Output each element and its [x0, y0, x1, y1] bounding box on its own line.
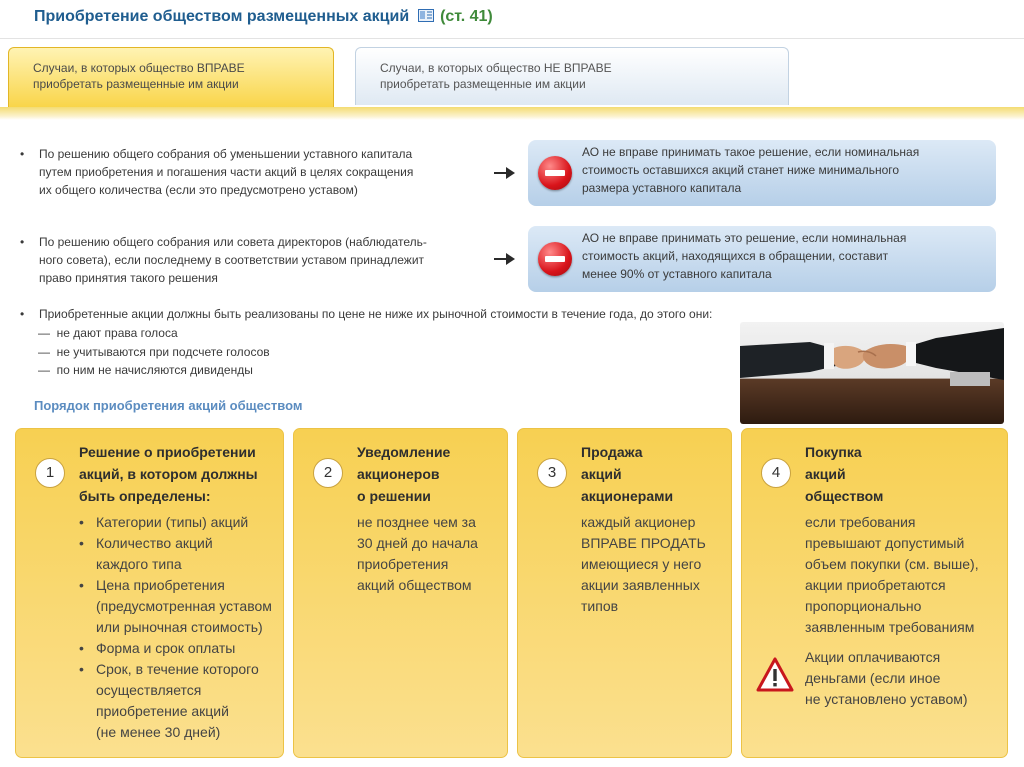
step-body-line: 30 дней до начала [357, 535, 478, 551]
step-title [805, 441, 883, 507]
dash-item-text: не дают права голоса [56, 326, 178, 340]
resale-item [20, 305, 860, 323]
step-description [581, 512, 706, 617]
dash-marker: — [38, 326, 50, 340]
step-title-line: акционерами [581, 488, 674, 504]
tab-allowed-cases[interactable] [8, 47, 334, 113]
warning-line: Акции оплачиваются [805, 649, 941, 665]
step-title [581, 441, 673, 507]
step-description [357, 512, 478, 596]
step-card-2 [293, 428, 508, 758]
page-reference: (ст. 41) [440, 8, 493, 25]
list-item-line: или рыночная стоимость) [96, 619, 263, 635]
tab-forbidden-cases[interactable] [355, 47, 789, 105]
condition-item [20, 145, 500, 199]
bullet-marker: • [79, 514, 84, 530]
step-body-line: не позднее чем за [357, 514, 476, 530]
warning-line: не установлено уставом) [805, 691, 968, 707]
step-body-line: если требования [805, 514, 916, 530]
list-item [79, 659, 272, 743]
step-body-line: акции приобретаются [805, 577, 946, 593]
step-title-line: акционеров [357, 466, 440, 482]
list-item [79, 512, 272, 533]
list-item-line: (не менее 30 дней) [96, 724, 221, 740]
arrow-line [494, 258, 506, 260]
condition-line: ного совета), если последнему в соответствии уставом принадлежит [39, 253, 425, 267]
resale-dash-item [38, 343, 270, 361]
dash-marker: — [38, 345, 50, 359]
step-body-line: имеющиеся у него [581, 556, 702, 572]
list-item-line: каждого типа [96, 556, 182, 572]
warning-line: деньгами (если иное [805, 670, 941, 686]
step-body-line: пропорционально [805, 598, 922, 614]
list-item [79, 638, 272, 659]
step-number: 1 [35, 458, 65, 488]
step-body-line: приобретения [357, 556, 449, 572]
bullet-marker: • [79, 640, 84, 656]
restriction-line: стоимость акций, находящихся в обращении, составит [582, 249, 889, 263]
step-body-line: каждый акционер [581, 514, 696, 530]
bullet-marker: • [79, 577, 84, 593]
step-title-line: акций, в котором должны [79, 466, 258, 482]
stop-icon [538, 242, 572, 276]
step-title-line: Покупка [805, 444, 862, 460]
bullet-marker: • [20, 235, 25, 249]
resale-text: Приобретенные акции должны быть реализованы по цене не ниже их рыночной стоимости в течение года, до этого они: [39, 307, 713, 321]
list-item [79, 575, 272, 638]
restriction-line: АО не вправе принимать такое решение, если номинальная [582, 145, 920, 159]
step-card-1 [15, 428, 284, 758]
dash-item-text: по ним не начисляются дивиденды [56, 363, 253, 377]
dash-item-text: не учитываются при подсчете голосов [56, 345, 270, 359]
title-divider [0, 38, 1024, 39]
list-item [79, 533, 272, 575]
condition-item [20, 233, 500, 287]
restriction-line: стоимость оставшихся акций станет ниже минимального [582, 163, 900, 177]
step-title-line: о решении [357, 488, 431, 504]
tab-label-line: Случаи, в которых общество НЕ ВПРАВЕ [380, 61, 612, 75]
tab-label-line: приобретать размещенные им акции [380, 77, 586, 91]
dash-marker: — [38, 363, 50, 377]
list-item-line: Количество акций [96, 535, 213, 551]
step-body-line: ВПРАВЕ ПРОДАТЬ [581, 535, 706, 551]
step-body-line: объем покупки (см. выше), [805, 556, 979, 572]
tab-label-line: Случаи, в которых общество ВПРАВЕ [33, 61, 245, 75]
restriction-line: размера уставного капитала [582, 181, 742, 195]
step-card-4 [741, 428, 1008, 758]
step-title-line: акций [581, 466, 622, 482]
condition-line: путем приобретения и погашения части акций в целях сокращения [39, 165, 414, 179]
step-number: 2 [313, 458, 343, 488]
tab-panel-band [0, 107, 1024, 120]
list-item-line: (предусмотренная уставом [96, 598, 272, 614]
arrow-line [494, 172, 506, 174]
step-title-line: Решение о приобретении [79, 444, 256, 460]
step-title-line: обществом [805, 488, 884, 504]
resale-dash-item [38, 324, 178, 342]
step-title [79, 441, 258, 507]
criteria-list [79, 512, 272, 743]
list-item-line: Категории (типы) акций [96, 514, 249, 530]
bullet-marker: • [79, 535, 84, 551]
condition-line: По решению общего собрания об уменьшении уставного капитала [39, 147, 413, 161]
step-title [357, 441, 450, 507]
step-title-line: Уведомление [357, 444, 451, 460]
resale-dash-item [38, 361, 253, 379]
condition-line: По решению общего собрания или совета директоров (наблюдатель- [39, 235, 427, 249]
arrow-right-icon [506, 167, 515, 179]
condition-line: право принятия такого решения [39, 271, 218, 285]
step-number: 3 [537, 458, 567, 488]
list-item-line: Цена приобретения [96, 577, 225, 593]
condition-line: их общего количества (если это предусмотрено уставом) [39, 183, 358, 197]
step-body-line: акций обществом [357, 577, 472, 593]
step-card-3 [517, 428, 732, 758]
page-title-text: Приобретение обществом размещенных акций [34, 8, 410, 25]
list-item-line: осуществляется [96, 682, 202, 698]
restriction-line: менее 90% от уставного капитала [582, 267, 772, 281]
step-description [805, 512, 979, 638]
step-body-line: акции заявленных [581, 577, 700, 593]
step-body-line: превышают допустимый [805, 535, 965, 551]
warning-triangle-icon [756, 657, 794, 693]
step-number: 4 [761, 458, 791, 488]
step-title-line: Продажа [581, 444, 643, 460]
procedure-section-title: Порядок приобретения акций обществом [34, 398, 303, 413]
step-body-line: типов [581, 598, 619, 614]
restriction-box [528, 226, 996, 292]
payment-warning [805, 647, 968, 710]
list-item-line: приобретение акций [96, 703, 229, 719]
list-item-line: Срок, в течение которого [96, 661, 259, 677]
bullet-marker: • [20, 147, 25, 161]
list-item-line: Форма и срок оплаты [96, 640, 236, 656]
restriction-box [528, 140, 996, 206]
arrow-right-icon [506, 253, 515, 265]
page-title [34, 8, 493, 26]
bullet-marker: • [79, 661, 84, 677]
bullet-marker: • [20, 307, 25, 321]
restriction-line: АО не вправе принимать это решение, если номинальная [582, 231, 907, 245]
step-body-line: заявленным требованиям [805, 619, 975, 635]
step-title-line: быть определены: [79, 488, 211, 504]
handshake-photo [740, 322, 1004, 424]
step-title-line: акций [805, 466, 846, 482]
book-icon[interactable] [418, 9, 434, 22]
tab-label-line: приобретать размещенные им акции [33, 77, 239, 91]
stop-icon [538, 156, 572, 190]
